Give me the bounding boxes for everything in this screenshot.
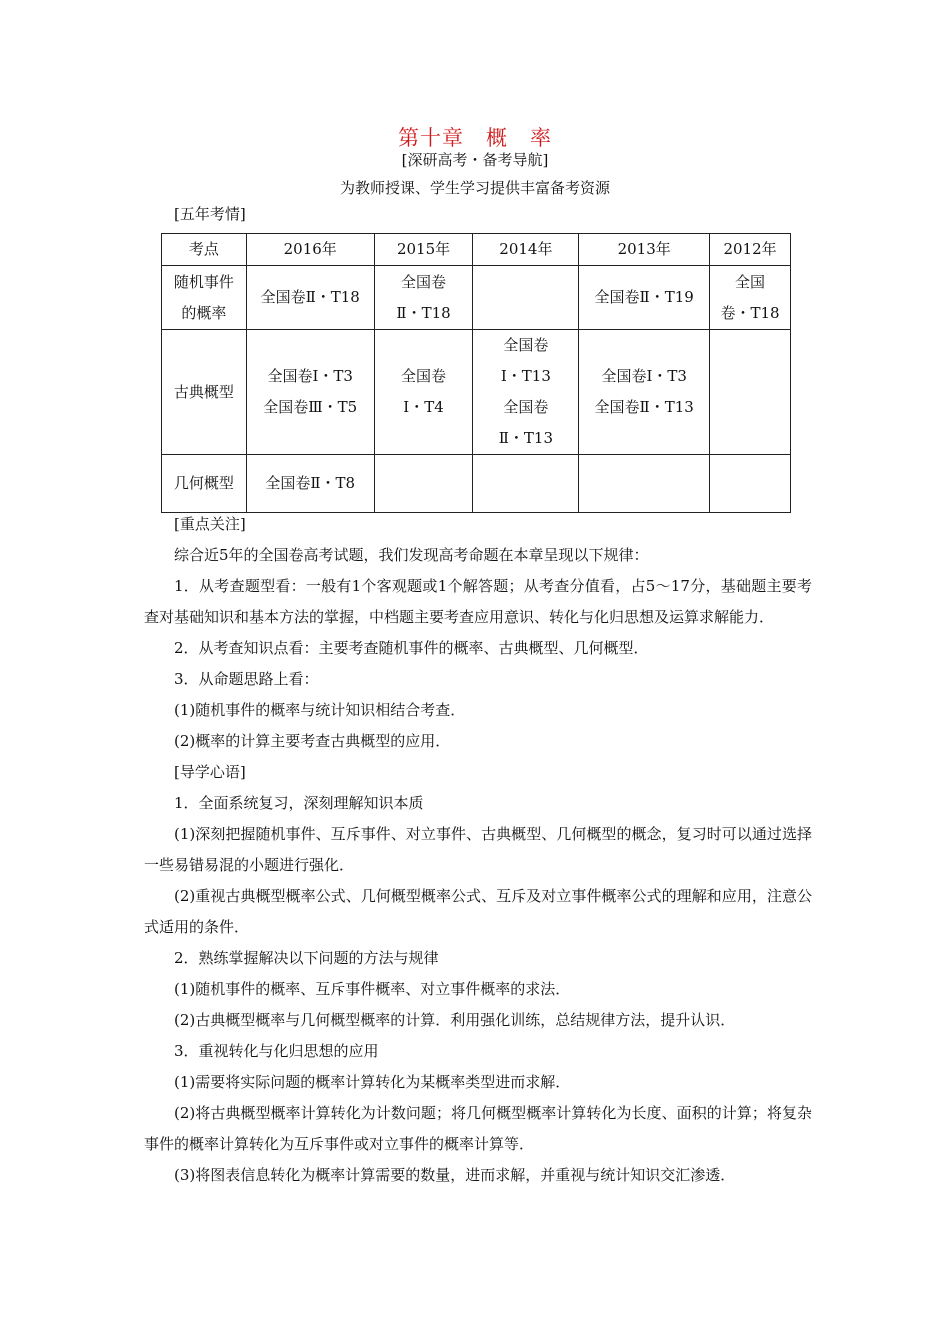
chapter-title: 第十章 概 率 <box>398 126 552 150</box>
cell-line: Ⅱ・T18 <box>396 303 451 322</box>
table-cell <box>374 455 473 513</box>
paragraph: (2)重视古典概型概率公式、几何概型概率公式、互斥及对立事件概率公式的理解和应用，注意公式适用的条件． <box>144 887 812 936</box>
table-header-row <box>162 234 791 266</box>
cell-line: 的概率 <box>181 303 227 322</box>
table-cell <box>579 455 710 513</box>
cell-line: 全国卷Ⅰ・T3 <box>601 367 687 385</box>
document-body <box>144 509 812 1191</box>
cell-line: 几何概型 <box>173 474 234 492</box>
paragraph: (1)随机事件的概率、互斥事件概率、对立事件概率的求法． <box>174 980 571 998</box>
paragraph: (1)随机事件的概率与统计知识相结合考查． <box>174 701 466 719</box>
cell-line: 全国卷Ⅱ・T18 <box>260 288 360 306</box>
section-label-focus: [重点关注] <box>174 515 246 533</box>
paragraph: 2．熟练掌握解决以下问题的方法与规律 <box>174 949 439 967</box>
cell-line: 全国 <box>735 272 766 291</box>
cell-line: 全国卷Ⅲ・T5 <box>263 398 358 416</box>
cell-line: 随机事件 <box>173 272 234 291</box>
section-label-exam: [五年考情] <box>174 205 246 223</box>
table-cell <box>473 330 579 455</box>
cell-line: 卷・T18 <box>720 303 780 322</box>
exam-table <box>161 233 791 513</box>
table-cell <box>246 330 374 455</box>
cell-line: 全国卷Ⅱ・T13 <box>594 398 694 416</box>
cell-line: 全国卷 <box>503 336 549 354</box>
table-cell <box>473 455 579 513</box>
table-row <box>162 455 791 513</box>
table-cell <box>246 455 374 513</box>
paragraph: (2)概率的计算主要考查古典概型的应用． <box>174 732 451 750</box>
paragraph: 综合近5年的全国卷高考试题，我们发现高考命题在本章呈现以下规律： <box>174 546 649 564</box>
table-cell <box>374 330 473 455</box>
cell-line: Ⅱ・T13 <box>498 429 554 447</box>
cell-line: 全国卷 <box>401 272 447 291</box>
cell-line: 全国卷Ⅱ・T19 <box>594 288 694 306</box>
cell-line: 全国卷 <box>401 367 447 385</box>
table-header-cell: 2014年 <box>473 234 579 266</box>
paragraph: 2．从考查知识点看：主要考查随机事件的概率、古典概型、几何概型． <box>174 639 649 657</box>
table-cell <box>374 266 473 330</box>
topic-cell <box>162 330 247 455</box>
table-cell <box>473 266 579 330</box>
table-row <box>162 330 791 455</box>
table-header-cell: 2016年 <box>246 234 374 266</box>
topic-cell <box>162 266 247 330</box>
cell-line: Ⅰ・T13 <box>500 367 551 385</box>
table-header-cell: 考点 <box>162 234 247 266</box>
table-row <box>162 266 791 330</box>
paragraph: 1．从考查题型看：一般有1个客观题或1个解答题；从考查分值看，占5～17分，基础题主要考查对基础知识和基本方法的掌握，中档题主要考查应用意识、转化与化归思想及运算求解能力． <box>144 577 812 626</box>
paragraph: (2)古典概型概率与几何概型概率的计算．利用强化训练，总结规律方法，提升认识． <box>174 1011 736 1029</box>
paragraph: (1)深刻把握随机事件、互斥事件、对立事件、古典概型、几何概型的概念，复习时可以通过选择一些易错易混的小题进行强化． <box>144 825 812 874</box>
table-header-cell: 2015年 <box>374 234 473 266</box>
chapter-subtitle: [深研高考・备考导航] <box>401 151 549 169</box>
paragraph: (2)将古典概型概率计算转化为计数问题；将几何概型概率计算转化为长度、面积的计算；将复杂事件的概率计算转化为互斥事件或对立事件的概率计算等． <box>144 1104 812 1153</box>
table-cell <box>710 266 791 330</box>
table-cell <box>579 330 710 455</box>
table-header-cell: 2013年 <box>579 234 710 266</box>
paragraph: 1．全面系统复习，深刻理解知识本质 <box>174 794 424 812</box>
cell-line: 全国卷 <box>503 398 549 416</box>
paragraph: (1)需要将实际问题的概率计算转化为某概率类型进而求解． <box>174 1073 571 1091</box>
paragraph: (3)将图表信息转化为概率计算需要的数量，进而求解，并重视与统计知识交汇渗透． <box>174 1166 736 1184</box>
topic-cell <box>162 455 247 513</box>
table-cell <box>710 455 791 513</box>
paragraph: 3．重视转化与化归思想的应用 <box>174 1042 379 1060</box>
cell-line: 全国卷Ⅰ・T3 <box>267 367 353 385</box>
paragraph: 3．从命题思路上看： <box>174 670 319 688</box>
chapter-intro: 为教师授课、学生学习提供丰富备考资源 <box>339 179 610 197</box>
table-cell <box>710 330 791 455</box>
cell-line: Ⅰ・T4 <box>403 398 444 416</box>
cell-line: 古典概型 <box>173 382 234 401</box>
cell-line: 全国卷Ⅱ・T8 <box>265 474 356 492</box>
table-cell <box>246 266 374 330</box>
section-label-guide: [导学心语] <box>174 763 246 781</box>
table-header-cell: 2012年 <box>710 234 791 266</box>
table-cell <box>579 266 710 330</box>
